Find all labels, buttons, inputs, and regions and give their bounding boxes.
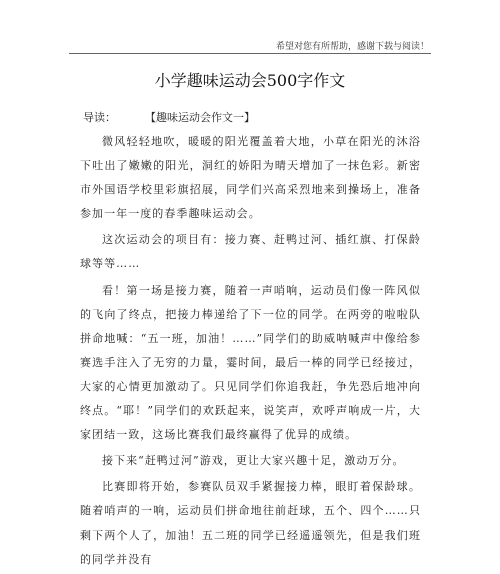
paragraph: 接下来“赶鸭过河”游戏，更让大家兴趣十足，激动万分。 [102,454,405,468]
essay-body [80,130,421,574]
header-note: 希望对您有所帮助，感谢下载与阅读！ [275,42,429,52]
paragraph: 看！第一场是接力赛，随着一声哨响，运动员们像一阵风似的飞向了终点，把接力棒递给了下一位的同学。在两旁的啦啦队拼命地喊：“五一班，加油！……”同学们的助威呐喊声中像给参赛选手注入了无穷的力量，霎时间，最后一棒的同学已经接过，大家的心情更加激动了。只见同学们你追我赶，争先恐后地冲向终点。“耶！”同学们的欢跃起来，说笑声，欢呼声响成一片，大家团结一致，这场比赛我们最终赢得了优异的成绩。 [80,283,421,442]
paragraph: 微风轻轻地吹，暖暖的阳光覆盖着大地，小草在阳光的沐浴下吐出了嫩嫩的阳光，洞红的娇阳为晴天增加了一抹色彩。新密市外国语学校里彩旗招展，同学们兴高采烈地来到操场上，准备参加一年一度的春季趣味运动会。 [80,135,421,221]
guide-label: 导读： [83,111,116,124]
paragraph: 这次运动会的项目有：接力赛、赶鸭过河、插红旗、打保龄球等等…… [80,233,421,271]
header-divider [69,53,431,54]
guide-value: 【趣味运动会作文一】 [145,111,255,124]
paragraph: 比赛即将开始，参赛队员双手紧握接力棒，眼盯着保龄球。随着哨声的一响，运动员们拼命地往前赶球，五个、四个……只剩下两个人了，加油！五二班的同学已经遥遥领先，但是我们班的同学并没有 [80,480,421,566]
document-title: 小学趣味运动会500字作文 [154,71,346,90]
guide-row [83,109,255,125]
